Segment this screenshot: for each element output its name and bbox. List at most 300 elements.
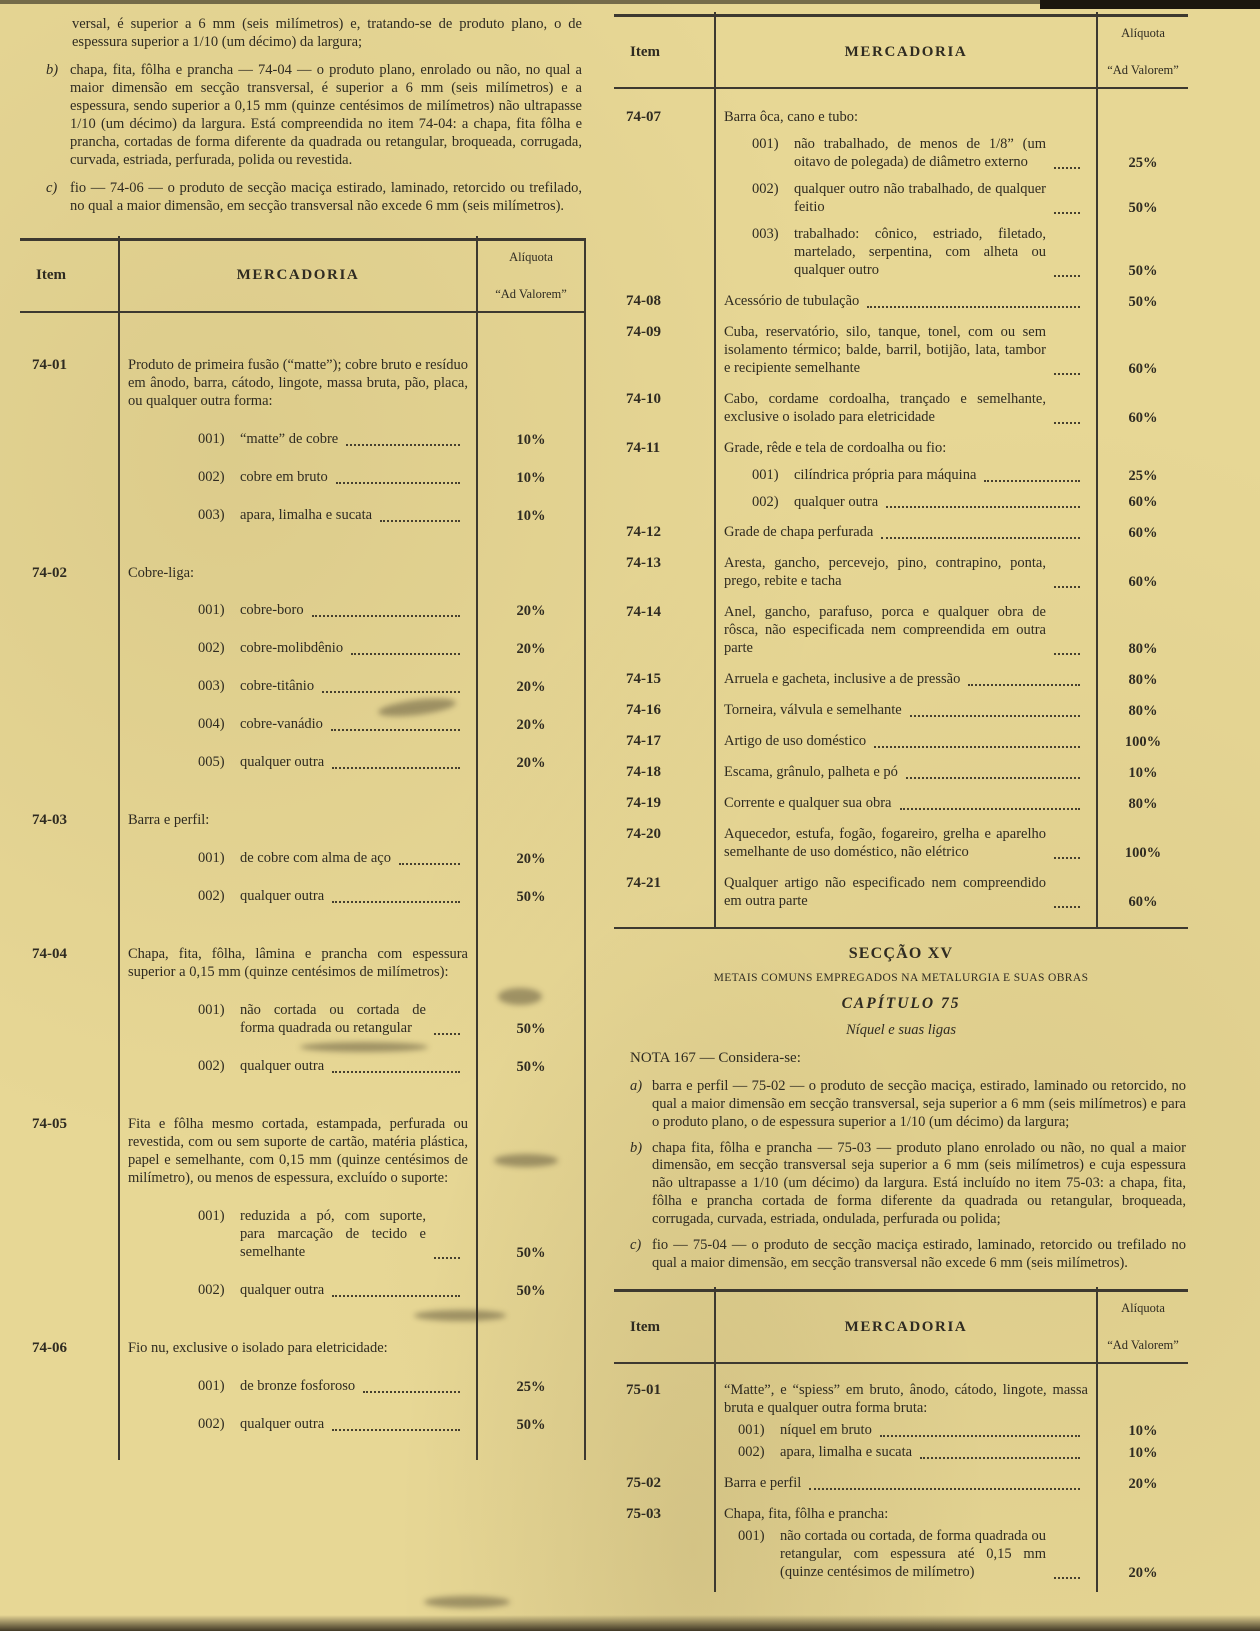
rate-value: 20% [516, 851, 546, 868]
nota-label-b: b) [630, 1139, 643, 1156]
description-text: Arruela e gacheta, inclusive a de pressão [724, 671, 961, 688]
tariff-row-74-04 [20, 946, 584, 1076]
section-xv-heading [614, 929, 1188, 1039]
rate-value: 25% [516, 1378, 546, 1395]
row-main-line [614, 733, 1188, 751]
header-aliquota-line1: Alíquota [1121, 26, 1165, 40]
row-sub-line [614, 226, 1188, 280]
sub-item-text: “matte” de cobre [240, 430, 339, 447]
item-code-spacer [20, 1058, 118, 1076]
row-description [714, 702, 1098, 720]
header-aliquota-label [1098, 1292, 1188, 1362]
row-main-line [614, 391, 1188, 427]
dotted-leader [910, 715, 1080, 717]
dotted-leader [867, 306, 1080, 308]
row-sub-line [20, 1058, 584, 1076]
rate-value: 10% [516, 431, 546, 448]
item-code-spacer [20, 1208, 118, 1262]
tariff-row-74-06 [20, 1340, 584, 1434]
table-header [20, 241, 584, 313]
sub-item [714, 226, 1098, 280]
description-text: Chapa, fita, fôlha, lâmina e prancha com espessura superior a 0,15 mm (quinze centésimos de milímetros): [128, 946, 468, 981]
row-description [714, 524, 1098, 542]
item-code-spacer [20, 888, 118, 906]
row-sub-line [614, 467, 1188, 485]
item-code-spacer [614, 226, 714, 280]
tariff-row-74-21 [614, 875, 1188, 911]
sub-item-text: cobre-molibdênio [240, 640, 344, 657]
item-code: 74-21 [626, 875, 661, 892]
row-description [118, 812, 478, 830]
rate-value: 80% [1128, 641, 1158, 658]
row-description [714, 555, 1098, 591]
rate-value: 60% [1128, 409, 1158, 426]
sub-item-text: não cortada ou cortada de forma quadrada ou retangular [240, 1002, 426, 1037]
copper-table-right [614, 14, 1188, 929]
row-sub-line [20, 1282, 584, 1300]
sub-item [714, 494, 1098, 512]
dotted-leader [900, 808, 1081, 810]
row-sub-line [20, 507, 584, 525]
sub-item-text: não cortada ou cortada, de forma quadrada ou retangular, com espessura até 0,15 mm (quinze centésimos de milímetro) [780, 1528, 1046, 1581]
dotted-leader [1054, 275, 1080, 277]
row-sub-line [20, 602, 584, 620]
nota-167 [614, 1049, 1188, 1273]
nota-item-c [620, 1237, 1186, 1273]
sub-item-text: apara, limalha e sucata [780, 1444, 913, 1461]
header-item-label: Item [630, 1318, 660, 1335]
item-code-spacer [614, 494, 714, 512]
tariff-row-74-12 [614, 524, 1188, 542]
item-code-spacer [614, 467, 714, 485]
sub-item-code: 002) [198, 1281, 225, 1298]
item-code-spacer [614, 181, 714, 217]
note-item-c [34, 180, 582, 216]
dotted-leader [920, 1457, 1080, 1459]
item-code-spacer [20, 754, 118, 772]
sub-item-text: qualquer outra [240, 754, 325, 771]
dotted-leader [363, 1391, 460, 1393]
sub-item [714, 136, 1098, 172]
item-code-spacer [20, 1378, 118, 1396]
description-text: Grade de chapa perfurada [724, 524, 874, 541]
row-sub-line [20, 1416, 584, 1434]
sub-item [118, 678, 478, 696]
header-mercadoria-label: MERCADORIA [844, 43, 968, 60]
rate-value: 50% [1128, 262, 1158, 279]
sub-item-code: 003) [198, 506, 225, 523]
row-main-line [614, 671, 1188, 689]
sub-item-text: cobre-boro [240, 602, 304, 619]
sub-item [118, 850, 478, 868]
rate-value: 20% [516, 717, 546, 734]
rate-value: 50% [516, 1282, 546, 1299]
sub-item-code: 001) [198, 602, 225, 619]
item-code-spacer [20, 1282, 118, 1300]
sub-item [118, 1002, 478, 1038]
tariff-row-74-15 [614, 671, 1188, 689]
description-text: Qualquer artigo não especificado nem compreendido em outra parte [724, 875, 1046, 910]
sub-item-code: 004) [198, 716, 225, 733]
sub-item-code: 002) [198, 888, 225, 905]
description-text: Aquecedor, estufa, fogão, fogareiro, grelha e aparelho semelhante de uso doméstico, não elétrico [724, 826, 1046, 861]
row-main-line [614, 1382, 1188, 1418]
sub-item [118, 469, 478, 487]
header-item-label: Item [630, 43, 660, 60]
rate-value: 50% [1128, 199, 1158, 216]
rate-value: 50% [516, 889, 546, 906]
row-description [118, 946, 478, 982]
dotted-leader [809, 1488, 1080, 1490]
row-sub-line [614, 1422, 1188, 1440]
note-item-b [34, 62, 582, 170]
sub-item-code: 002) [198, 1058, 225, 1075]
row-sub-line [20, 640, 584, 658]
description-text: Cabo, cordame cordoalha, trançado e semelhante, exclusive o isolado para eletricidade [724, 390, 1046, 425]
sub-item-code: 001) [738, 1528, 765, 1545]
right-table-body [614, 89, 1188, 927]
nota-item-a [620, 1078, 1186, 1132]
rate-value: 60% [1128, 494, 1158, 511]
row-main-line [614, 826, 1188, 862]
note-text-b: chapa, fita, fôlha e prancha — 74-04 — o produto plano, enrolado ou não, no qual a maior dimensão em secção transversal, é superior a 6 mm (seis milímetros) e a espessura, sendo superior a 0,15 mm (quinze centésimos de milímetros) não ultrapasse 1/10 (um décimo) da largura. Está compreendida no item 74-04: a chapa, fita fôlha e prancha, cortadas de forma diferente da quadrada ou retangular, broqueada, corrugada, curvada, estriada, perfurada, polida ou revestida. [70, 61, 582, 168]
dotted-leader [332, 1295, 460, 1297]
sub-item-text: cobre em bruto [240, 468, 328, 485]
dotted-leader [332, 767, 460, 769]
dotted-leader [880, 1435, 1080, 1437]
row-description [714, 391, 1098, 427]
item-code-spacer [20, 716, 118, 734]
tariff-row-74-05 [20, 1116, 584, 1300]
header-aliquota-line2: “Ad Valorem” [1107, 1338, 1179, 1353]
item-code-spacer [20, 850, 118, 868]
row-sub-line [20, 678, 584, 696]
rate-value: 10% [1128, 765, 1158, 782]
sub-item [118, 640, 478, 658]
item-code: 74-07 [626, 109, 661, 125]
tariff-row-74-19 [614, 795, 1188, 813]
note-label-b: b) [46, 61, 59, 78]
row-description [714, 109, 1098, 127]
rate-value: 20% [1128, 1565, 1158, 1581]
tariff-row-74-20 [614, 826, 1188, 862]
item-code-spacer [20, 602, 118, 620]
sub-item-text: qualquer outra [240, 1415, 325, 1432]
nota-text-b: chapa fita, fôlha e prancha — 75-03 — produto plano enrolado ou não, no qual a maior dimensão, em secção transversal seja superior a 6 mm (seis milímetros) e cuja espessura não ultrapasse a 1/10 (um décimo) da largura. Está incluído no item 75-03: a chapa, fita, fôlha e prancha cortada de forma diferente da quadrada ou retangular, broqueada, corrugada, curvada, estriada, ondulada, perfurada ou polida; [652, 1139, 1186, 1228]
chapter-74-notes [20, 14, 586, 238]
dotted-leader [312, 615, 460, 617]
item-code: 74-15 [626, 671, 661, 688]
item-code: 74-14 [626, 604, 661, 621]
rate-value: 60% [1128, 525, 1158, 542]
item-code: 74-09 [626, 323, 661, 340]
note-label-c: c) [46, 179, 58, 196]
dotted-leader [1054, 373, 1080, 375]
table-vertical-rule [476, 236, 478, 1460]
dotted-leader [984, 480, 1080, 482]
sub-item [118, 431, 478, 449]
tariff-row-74-10 [614, 391, 1188, 427]
item-code: 74-16 [626, 702, 661, 719]
row-main-line [20, 357, 584, 411]
sub-item-text: não trabalhado, de menos de 1/8” (um oitavo de polegada) de diâmetro externo [794, 135, 1046, 170]
sub-item-code: 002) [738, 1444, 765, 1461]
header-aliquota-line2: “Ad Valorem” [1107, 63, 1179, 77]
row-description [118, 1116, 478, 1188]
bottom-table-body [614, 1364, 1188, 1592]
row-main-line [20, 812, 584, 830]
sub-item-code: 002) [198, 1415, 225, 1432]
row-main-line [614, 764, 1188, 782]
nota-item-b [620, 1140, 1186, 1230]
row-main-line [614, 524, 1188, 542]
row-description [714, 733, 1098, 751]
chapter-title: CAPÍTULO 75 [841, 995, 961, 1012]
rate-value: 60% [1128, 360, 1158, 377]
table-vertical-rule [1096, 12, 1098, 927]
dotted-leader [1054, 857, 1080, 859]
row-main-line [614, 440, 1188, 458]
row-sub-line [20, 716, 584, 734]
row-main-line [614, 109, 1188, 127]
header-mercadoria-label: MERCADORIA [236, 267, 360, 284]
left-table-body [20, 313, 584, 1460]
row-description [714, 826, 1098, 862]
dotted-leader [1054, 653, 1080, 655]
tariff-row-75-01 [614, 1382, 1188, 1462]
item-code: 74-20 [626, 826, 661, 843]
row-description [714, 293, 1098, 311]
dotted-leader [331, 729, 460, 731]
row-sub-line [20, 1002, 584, 1038]
rate-value: 10% [1128, 1423, 1158, 1440]
item-code-spacer [614, 1444, 714, 1462]
dotted-leader [399, 863, 460, 865]
row-sub-line [20, 1378, 584, 1396]
description-text: Cobre-liga: [128, 564, 195, 581]
dotted-leader [1054, 167, 1080, 169]
scan-edge-top-right [1040, 0, 1260, 9]
dotted-leader [1054, 586, 1080, 588]
nickel-table [614, 1289, 1188, 1592]
chapter-subtitle: Níquel e suas ligas [846, 1022, 956, 1038]
rate-value: 50% [516, 1059, 546, 1076]
table-vertical-rule [1096, 1287, 1098, 1592]
right-column [614, 14, 1250, 1631]
sub-item-code: 001) [198, 430, 225, 447]
row-sub-line [20, 1208, 584, 1262]
header-item-label: Item [36, 267, 66, 284]
description-text: Barra ôca, cano e tubo: [724, 109, 859, 125]
row-sub-line [614, 136, 1188, 172]
dotted-leader [434, 1033, 460, 1035]
row-sub-line [20, 431, 584, 449]
row-sub-line [614, 1528, 1188, 1582]
row-description [714, 764, 1098, 782]
dotted-leader [346, 444, 460, 446]
tariff-row-74-01 [20, 357, 584, 525]
row-description [714, 671, 1098, 689]
item-code: 74-18 [626, 764, 661, 781]
sub-item-code: 005) [198, 754, 225, 771]
dotted-leader [380, 520, 460, 522]
row-sub-line [20, 754, 584, 772]
row-sub-line [614, 494, 1188, 512]
item-code: 74-12 [626, 524, 661, 541]
nota-label-a: a) [630, 1077, 643, 1094]
tariff-row-74-08 [614, 293, 1188, 311]
table-vertical-rule [118, 236, 120, 1460]
dotted-leader [322, 691, 460, 693]
row-main-line [614, 555, 1188, 591]
sub-item-text: cobre-vanádio [240, 716, 323, 733]
row-description [714, 1506, 1098, 1524]
item-code-spacer [20, 469, 118, 487]
tariff-row-75-02 [614, 1475, 1188, 1493]
row-main-line [614, 1475, 1188, 1493]
row-sub-line [614, 1444, 1188, 1462]
rate-value: 50% [516, 1244, 546, 1261]
header-aliquota-label [1098, 17, 1188, 87]
scan-edge-bottom [0, 1615, 1260, 1631]
dotted-leader [886, 506, 1080, 508]
row-description [714, 1382, 1098, 1418]
sub-item [118, 1058, 478, 1076]
rate-value: 80% [1128, 796, 1158, 813]
description-text: Produto de primeira fusão (“matte”); cobre bruto e resíduo em ânodo, barra, cátodo, lingote, massa bruta, pão, placa, ou qualquer outra forma: [128, 356, 468, 409]
item-code: 75-02 [626, 1475, 661, 1492]
rate-value: 50% [516, 1416, 546, 1433]
item-code: 74-08 [626, 292, 661, 309]
description-text: Chapa, fita, fôlha e prancha: [724, 1506, 889, 1523]
sub-item [118, 602, 478, 620]
sub-item-text: reduzida a pó, com suporte, para marcação de tecido e semelhante [240, 1207, 426, 1260]
tariff-row-75-03 [614, 1506, 1188, 1582]
sub-item-text: qualquer outra [240, 1058, 325, 1075]
row-main-line [614, 1506, 1188, 1524]
item-code: 74-11 [626, 439, 661, 456]
sub-item-code: 003) [198, 678, 225, 695]
nota-text-c: fio — 75-04 — o produto de secção maciça estirado, laminado, retorcido ou trefilado no qual a maior dimensão, em secção transversal não excede 6 mm (seis milímetros). [652, 1237, 1186, 1272]
item-code: 74-06 [32, 1339, 67, 1356]
nota-label-c: c) [630, 1237, 642, 1254]
row-description [118, 565, 478, 583]
description-text: Acessório de tubulação [724, 292, 860, 309]
row-main-line [20, 1116, 584, 1188]
row-description [714, 875, 1098, 911]
item-code: 74-13 [626, 555, 661, 572]
rate-value: 100% [1124, 734, 1162, 751]
rate-value: 20% [516, 679, 546, 696]
dotted-leader [881, 537, 1080, 539]
sub-item [118, 888, 478, 906]
tariff-row-74-07 [614, 109, 1188, 280]
header-aliquota-line1: Alíquota [509, 249, 553, 264]
description-text: Grade, rêde e tela de cordoalha ou fio: [724, 439, 947, 456]
description-text: Aresta, gancho, percevejo, pino, contrapino, ponta, prego, rebite e tacha [724, 555, 1046, 590]
sub-item-text: cobre-titânio [240, 678, 315, 695]
rate-value: 60% [1128, 894, 1158, 910]
rate-value: 50% [516, 1021, 546, 1038]
header-aliquota-label [478, 241, 584, 311]
item-code-spacer [20, 640, 118, 658]
description-text: “Matte”, e “spiess” em bruto, ânodo, cátodo, lingote, massa bruta e qualquer outra forma bruta: [724, 1382, 1088, 1417]
sub-item-code: 002) [198, 468, 225, 485]
header-aliquota-line2: “Ad Valorem” [495, 286, 567, 301]
sub-item-code: 003) [752, 225, 779, 242]
row-main-line [614, 293, 1188, 311]
header-aliquota-line1: Alíquota [1121, 1301, 1165, 1316]
rate-value: 60% [1128, 574, 1158, 591]
dotted-leader [336, 482, 460, 484]
note-text-c: fio — 74-06 — o produto de secção maciça estirado, laminado, retorcido ou trefilado, no qual a maior dimensão, em secção transversal não excede 6 mm (seis milímetros). [70, 179, 582, 214]
description-text: Barra e perfil [724, 1475, 802, 1492]
sub-item-text: apara, limalha e sucata [240, 506, 373, 523]
sub-item-code: 002) [752, 493, 779, 510]
sub-item-text: cilíndrica própria para máquina [794, 466, 977, 483]
row-description [714, 440, 1098, 458]
dotted-leader [874, 746, 1080, 748]
tariff-row-74-13 [614, 555, 1188, 591]
item-code: 74-01 [32, 356, 67, 373]
rate-value: 50% [1128, 293, 1158, 310]
description-text: Fita e fôlha mesmo cortada, estampada, perfurada ou revestida, com ou sem suporte de cartão, matéria plástica, papel e semelhante, com 0,15 mm (quinze centésimos de milímetro), ou menos de espessura, excluído o suporte: [128, 1116, 468, 1186]
tariff-row-74-09 [614, 324, 1188, 378]
row-main-line [20, 1340, 584, 1358]
rate-value: 80% [1128, 703, 1158, 720]
sub-item [118, 1416, 478, 1434]
sub-item-code: 001) [738, 1422, 765, 1439]
dotted-leader [906, 777, 1080, 779]
nota-text-a: barra e perfil — 75-02 — o produto de secção maciça, estirado, laminado ou retorcido, no qual a maior dimensão em secção transversal, seja superior a 6 mm (seis milímetros) e para o produto plano, o de espessura superior a 1/10 (um décimo) da largura; [652, 1077, 1186, 1130]
row-sub-line [20, 850, 584, 868]
row-main-line [614, 604, 1188, 658]
table-header [614, 17, 1188, 89]
row-main-line [20, 565, 584, 583]
description-text: Anel, gancho, parafuso, porca e qualquer obra de rôsca, não especificada nem compreendida em outra parte [724, 604, 1046, 657]
rate-value: 10% [516, 469, 546, 486]
section-title: SECÇÃO XV [848, 945, 954, 962]
rate-value: 80% [1128, 672, 1158, 689]
rate-value: 10% [1128, 1445, 1158, 1462]
dotted-leader [1054, 212, 1080, 214]
sub-item-code: 002) [198, 640, 225, 657]
dotted-leader [351, 653, 460, 655]
item-code-spacer [614, 136, 714, 172]
item-code-spacer [20, 1416, 118, 1434]
sub-item-code: 002) [752, 180, 779, 197]
sub-item-text: qualquer outra [240, 1281, 325, 1298]
sub-item [714, 467, 1098, 485]
row-description [714, 324, 1098, 378]
item-code: 74-17 [626, 733, 661, 750]
description-text: Fio nu, exclusive o isolado para eletricidade: [128, 1339, 388, 1356]
tariff-row-74-02 [20, 565, 584, 773]
sub-item-text: níquel em bruto [780, 1422, 872, 1439]
sub-item-code: 001) [198, 1207, 225, 1224]
rate-value: 20% [1128, 1476, 1158, 1493]
description-text: Barra e perfil: [128, 812, 210, 829]
description-text: Cuba, reservatório, silo, tanque, tonel, com ou sem isolamento térmico; balde, barril, botijão, lata, tambor e recipiente semelhante [724, 323, 1046, 376]
description-text: Artigo de uso doméstico [724, 733, 867, 750]
item-code: 75-01 [626, 1382, 661, 1399]
rate-value: 25% [1128, 467, 1158, 484]
sub-item [118, 716, 478, 734]
sub-item [118, 507, 478, 525]
tariff-row-74-14 [614, 604, 1188, 658]
item-code-spacer [20, 1002, 118, 1038]
dotted-leader [968, 684, 1080, 686]
